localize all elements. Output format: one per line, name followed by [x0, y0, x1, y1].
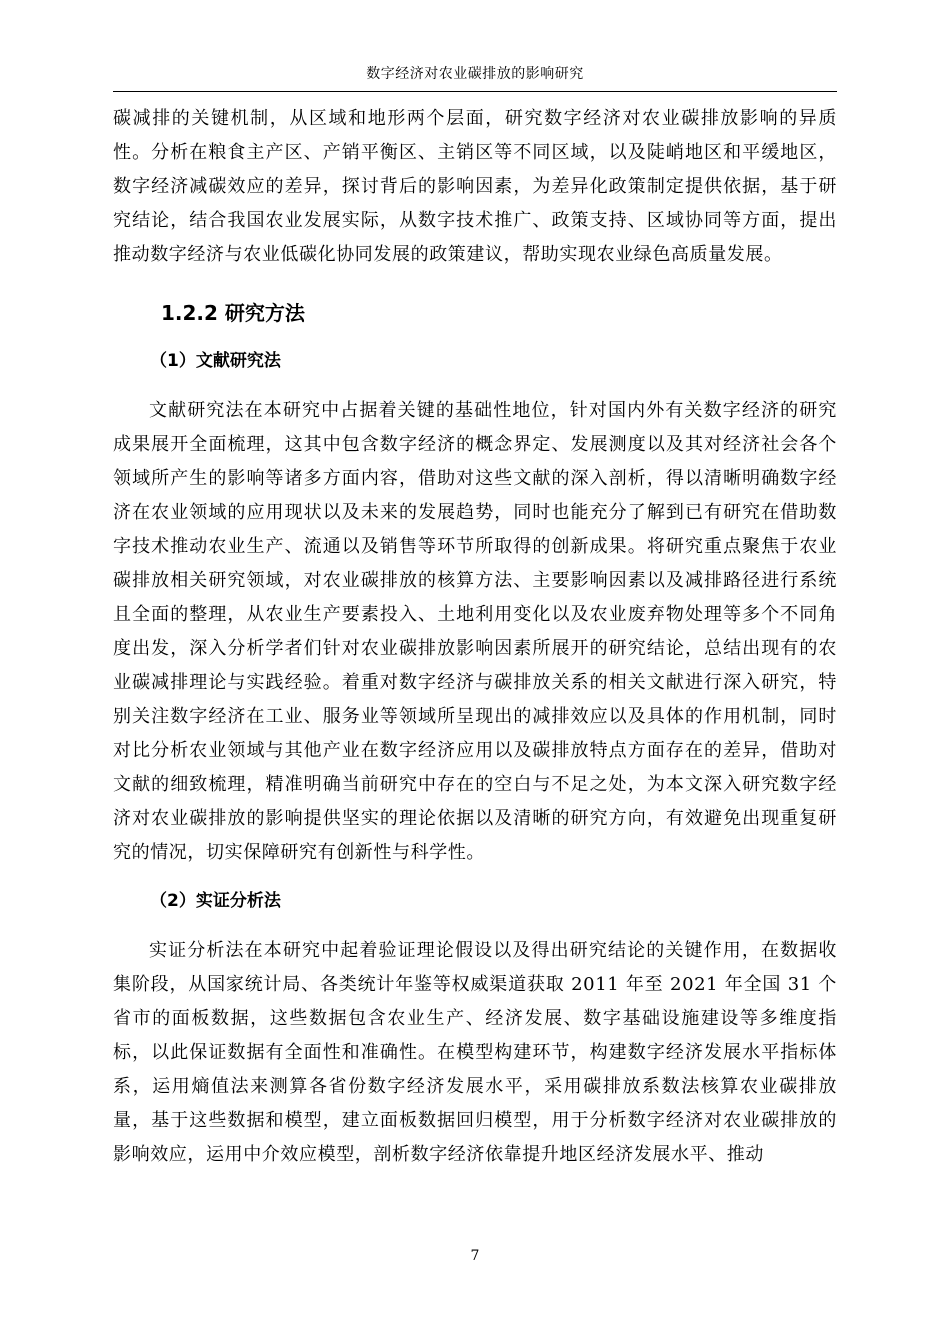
- header-rule: [113, 91, 837, 92]
- running-header: 数字经济对农业碳排放的影响研究: [366, 66, 584, 82]
- subsection-heading-empirical: （2）实证分析法: [150, 891, 281, 911]
- intro-paragraph: 碳减排的关键机制，从区域和地形两个层面，研究数字经济对农业碳排放影响的异质性。分析在粮食主产区、产销平衡区、主销区等不同区域，以及陡峭地区和平缓地区，数字经济减碳效应的差异，探讨背后的影响因素，为差异化政策制定提供依据，基于研究结论，结合我国农业发展实际，从数字技术推广、政策支持、区域协同等方面，提出推动数字经济与农业低碳化协同发展的政策建议，帮助实现农业绿色高质量发展。: [113, 108, 837, 265]
- section-heading: 1.2.2 研究方法: [161, 301, 305, 325]
- page-content: [113, 102, 837, 1172]
- literature-method-paragraph: 文献研究法在本研究中占据着关键的基础性地位，针对国内外有关数字经济的研究成果展开全面梳理，这其中包含数字经济的概念界定、发展测度以及其对经济社会各个领域所产生的影响等诸多方面内容，借助对这些文献的深入剖析，得以清晰明确数字经济在农业领域的应用现状以及未来的发展趋势，同时也能充分了解到已有研究在借助数字技术推动农业生产、流通以及销售等环节所取得的创新成果。将研究重点聚焦于农业碳排放相关研究领域，对农业碳排放的核算方法、主要影响因素以及减排路径进行系统且全面的整理，从农业生产要素投入、土地利用变化以及农业废弃物处理等多个不同角度出发，深入分析学者们针对农业碳排放影响因素所展开的研究结论，总结出现有的农业碳减排理论与实践经验。着重对数字经济与碳排放关系的相关文献进行深入研究，特别关注数字经济在工业、服务业等领域所呈现出的减排效应以及具体的作用机制，同时对比分析农业领域与其他产业在数字经济应用以及碳排放特点方面存在的差异，借助对文献的细致梳理，精准明确当前研究中存在的空白与不足之处，为本文深入研究数字经济对农业碳排放的影响提供坚实的理论依据以及清晰的研究方向，有效避免出现重复研究的情况，切实保障研究有创新性与科学性。: [113, 400, 837, 863]
- page-number: 7: [470, 1248, 480, 1264]
- empirical-method-paragraph: 实证分析法在本研究中起着验证理论假设以及得出研究结论的关键作用，在数据收集阶段，从国家统计局、各类统计年鉴等权威渠道获取 2011 年至 2021 年全国 31 个省市的面板数据，这些数据包含农业生产、经济发展、数字基础设施建设等多维度指标，以此保证数据有全面性和准确性。在模型构建环节，构建数字经济发展水平指标体系，运用熵值法来测算各省份数字经济发展水平，采用碳排放系数法核算农业碳排放量，基于这些数据和模型，建立面板数据回归模型，用于分析数字经济对农业碳排放的影响效应，运用中介效应模型，剖析数字经济依靠提升地区经济发展水平、推动: [113, 940, 837, 1165]
- subsection-heading-literature: （1）文献研究法: [150, 351, 281, 371]
